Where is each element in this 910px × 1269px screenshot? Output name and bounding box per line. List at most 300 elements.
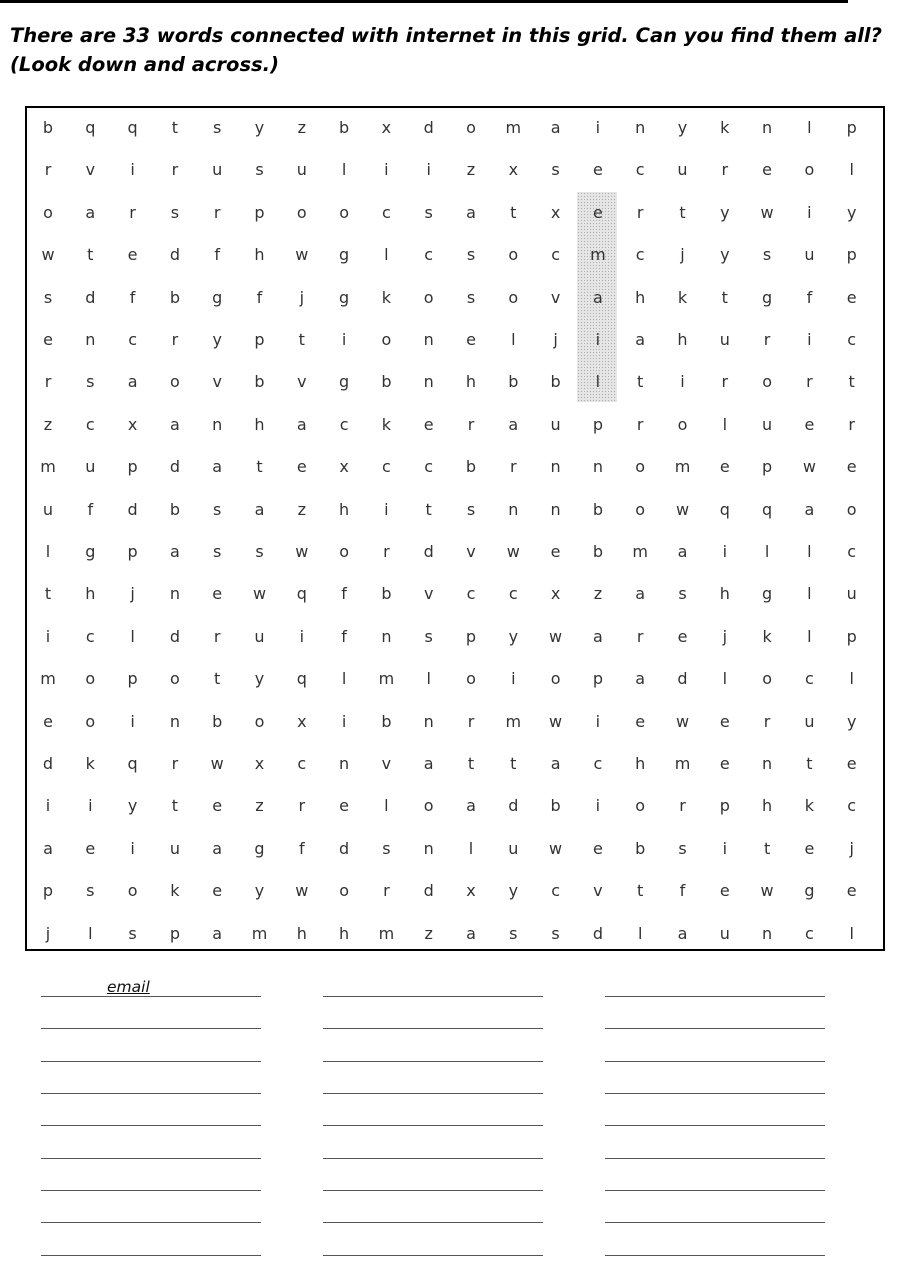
grid-letter: z [255,796,264,816]
grid-letter: c [466,584,476,604]
grid-letter: n [339,754,350,773]
answer-line[interactable] [605,1010,825,1029]
grid-letter: g [339,245,350,265]
grid-letter: s [213,499,222,519]
grid-letter: o [635,499,646,519]
grid-letter: o [466,669,476,689]
grid-letter: i [595,711,601,731]
grid-letter: e [719,711,730,731]
grid-letter: q [296,669,307,689]
grid-letter: d [42,754,54,773]
grid-letter: d [592,923,603,943]
grid-letter: o [508,287,519,307]
answer-line[interactable] [605,1107,825,1126]
grid-letter: a [592,287,603,307]
grid-letter: j [722,626,728,646]
grid-letter: u [169,838,180,858]
grid-letter: o [762,372,772,392]
grid-letter: s [255,542,264,561]
grid-letter: p [846,118,857,137]
grid-letter: k [85,754,95,773]
grid-letter: m [632,542,648,561]
grid-letter: u [254,626,265,646]
grid-letter: r [636,202,644,222]
grid-letter: r [806,372,813,392]
grid-letter: e [212,584,223,604]
grid-letter: o [762,669,772,689]
grid-letter: h [339,499,350,519]
grid-letter: i [595,796,601,816]
grid-letter: q [127,754,138,773]
grid-letter: c [381,202,391,222]
grid-letter: s [170,202,180,222]
grid-letter: t [87,245,94,265]
grid-letter: g [762,584,773,604]
grid-letter: u [212,160,223,180]
answer-line[interactable] [41,1237,261,1256]
grid-letter: t [510,202,517,222]
grid-letter: n [169,584,180,604]
grid-letter: b [381,372,392,392]
grid-letter: a [677,923,688,943]
grid-letter: c [804,923,814,943]
grid-letter: l [341,669,347,689]
grid-letter: e [43,711,53,731]
grid-letter: l [468,838,474,858]
grid-letter: t [637,372,644,392]
grid-letter: e [846,457,857,477]
grid-letter: a [592,626,603,646]
grid-letter: n [423,838,434,858]
answer-line[interactable] [41,978,261,997]
grid-letter: r [510,457,517,477]
grid-letter: p [719,796,730,816]
answer-line[interactable] [323,1140,543,1159]
grid-letter: e [212,796,223,816]
grid-letter: u [719,330,730,349]
grid-letter: a [296,414,307,434]
grid-letter: l [807,626,812,646]
grid-letter: a [127,372,138,392]
grid-letter: o [296,202,307,222]
grid-letter: r [679,796,686,816]
grid-letter: a [466,796,476,816]
grid-letter: x [550,584,561,604]
grid-letter: s [382,838,391,858]
grid-letter: o [339,542,349,561]
grid-letter: q [719,499,730,519]
grid-letter: o [550,669,561,689]
grid-letter: l [595,372,601,392]
grid-letter: r [721,372,729,392]
grid-letter: j [299,287,305,307]
grid-letter: v [85,160,96,180]
answer-line[interactable] [323,1237,543,1256]
grid-letter: h [635,754,646,773]
grid-letter: p [592,414,603,434]
grid-letter: e [804,414,815,434]
grid-letter: q [127,118,138,137]
grid-letter: i [595,118,601,137]
grid-letter: r [213,626,221,646]
answer-line[interactable] [41,1140,261,1159]
grid-letter: w [295,881,309,901]
grid-letter: r [763,330,771,349]
grid-letter: n [762,754,773,773]
grid-letter: m [505,711,522,731]
grid-letter: a [212,457,223,477]
grid-letter: s [255,160,264,180]
grid-letter: a [508,414,519,434]
grid-letter: m [378,669,395,689]
grid-letter: l [849,160,854,180]
answer-line[interactable] [41,1107,261,1126]
grid-letter: w [802,457,816,477]
grid-letter: i [426,160,431,180]
grid-letter: i [130,711,135,731]
grid-letter: l [849,923,854,943]
grid-letter: h [677,330,688,349]
grid-letter: t [721,287,728,307]
answer-line[interactable] [605,1043,825,1062]
answer-line[interactable] [605,1075,825,1094]
grid-letter: s [466,287,476,307]
grid-letter: u [508,838,519,858]
grid-letter: v [212,372,222,392]
grid-letter: u [42,499,54,519]
grid-letter: p [762,457,773,477]
grid-letter: m [674,457,691,477]
answer-line[interactable] [41,1043,261,1062]
grid-letter: p [254,202,265,222]
grid-letter: w [295,245,309,265]
grid-letter: b [592,499,603,519]
grid-letter: o [846,499,857,519]
answer-line[interactable] [605,978,825,997]
grid-letter: l [426,669,431,689]
grid-letter: d [85,287,96,307]
grid-letter: c [381,457,391,477]
grid-letter: j [849,838,854,858]
grid-letter: y [720,245,730,265]
grid-letter: s [213,542,222,561]
grid-letter: o [43,202,53,222]
grid-letter: w [549,711,563,731]
grid-letter: u [846,584,857,604]
grid-letter: u [677,160,688,180]
grid-letter: w [252,584,267,604]
grid-letter: r [467,414,475,434]
grid-letter: g [762,287,773,307]
grid-letter: n [550,457,561,477]
grid-letter: r [171,754,179,773]
grid-letter: g [339,372,350,392]
grid-letter: b [339,118,350,137]
grid-letter: r [636,414,644,434]
grid-letter: o [804,160,815,180]
grid-letter: q [85,118,96,137]
grid-letter: d [127,499,138,519]
grid-letter: x [466,881,476,901]
grid-letter: r [383,881,390,901]
grid-letter: s [466,245,476,265]
grid-letter: y [508,881,519,901]
grid-letter: p [127,457,138,477]
grid-letter: c [508,584,518,604]
grid-letter: l [722,669,728,689]
grid-letter: u [762,414,773,434]
grid-letter: t [510,754,517,773]
grid-letter: s [213,118,222,137]
grid-letter: r [383,542,390,561]
grid-letter: v [297,372,307,392]
grid-letter: y [212,330,222,349]
grid-letter: z [424,923,433,943]
grid-letter: m [674,754,691,773]
grid-letter: e [804,838,815,858]
grid-letter: j [680,245,685,265]
grid-letter: e [339,796,350,816]
grid-letter: p [254,330,265,349]
grid-letter: f [87,499,94,519]
grid-letter: n [508,499,519,519]
grid-letter: r [213,202,221,222]
grid-letter: t [298,330,305,349]
grid-letter: c [424,457,434,477]
grid-letter: y [846,711,857,731]
grid-letter: b [465,457,477,477]
grid-letter: l [637,923,643,943]
grid-letter: e [212,881,223,901]
grid-letter: o [381,330,392,349]
grid-letter: e [762,160,773,180]
grid-letter: f [341,584,347,604]
grid-letter: q [296,584,307,604]
grid-letter: t [256,457,263,477]
grid-letter: f [679,881,686,901]
grid-letter: m [505,118,522,137]
grid-letter: c [804,669,814,689]
grid-letter: i [722,542,728,561]
grid-letter: w [675,711,690,731]
grid-letter: p [846,245,857,265]
grid-letter: b [550,796,561,816]
grid-letter: e [846,881,857,901]
grid-letter: w [675,499,690,519]
grid-letter: o [423,796,434,816]
grid-letter: c [297,754,307,773]
grid-letter: v [423,584,434,604]
grid-letter: y [720,202,730,222]
answer-line[interactable] [323,978,543,997]
grid-letter: w [760,202,774,222]
grid-letter: o [466,118,476,137]
grid-letter: p [127,542,138,561]
grid-letter: i [595,330,601,349]
grid-letter: t [214,669,221,689]
grid-letter: l [130,626,135,646]
grid-letter: s [424,202,433,222]
grid-letter: x [297,711,307,731]
grid-letter: e [550,542,561,561]
grid-letter: n [762,118,773,137]
grid-letter: t [848,372,855,392]
grid-letter: n [212,414,223,434]
answer-line[interactable] [323,1172,543,1191]
grid-letter: i [807,330,812,349]
grid-letter: f [129,287,136,307]
grid-letter: p [127,669,138,689]
grid-letter: b [635,838,646,858]
grid-letter: p [169,923,180,943]
grid-letter: e [592,160,603,180]
grid-letter: h [339,923,350,943]
grid-letter: b [169,499,180,519]
grid-letter: t [171,796,179,816]
grid-letter: s [678,838,687,858]
grid-letter: n [550,499,561,519]
grid-letter: c [85,626,95,646]
grid-letter: l [807,584,812,604]
grid-letter: t [679,202,686,222]
grid-letter: r [44,372,52,392]
answer-line[interactable] [41,1010,261,1029]
grid-letter: h [635,287,646,307]
grid-letter: t [425,499,432,519]
grid-letter: g [85,542,96,561]
grid-letter: y [846,202,857,222]
grid-letter: i [130,160,135,180]
grid-letter: o [508,245,519,265]
grid-letter: s [551,160,560,180]
grid-letter: j [45,923,51,943]
answer-line[interactable] [41,1075,261,1094]
grid-letter: m [378,923,395,943]
answer-line[interactable] [323,1107,543,1126]
grid-letter: k [762,626,772,646]
grid-letter: c [551,881,560,901]
grid-letter: c [847,542,857,561]
grid-letter: o [85,669,96,689]
grid-letter: r [171,330,179,349]
grid-letter: c [424,245,434,265]
grid-letter: e [423,414,434,434]
grid-letter: j [130,584,135,604]
answer-line[interactable] [605,1204,825,1223]
answer-line[interactable] [41,1172,261,1191]
grid-letter: u [85,457,96,477]
grid-letter: a [43,838,53,858]
grid-letter: t [806,754,813,773]
grid-letter: a [635,584,646,604]
grid-letter: s [466,499,476,519]
grid-letter: u [550,414,561,434]
grid-letter: s [509,923,518,943]
grid-letter: a [169,414,180,434]
grid-letter: e [43,330,53,349]
grid-letter: o [85,711,96,731]
grid-letter: w [549,838,563,858]
grid-letter: y [254,118,265,137]
grid-letter: c [635,160,645,180]
grid-letter: s [678,584,687,604]
answer-line[interactable] [323,1075,543,1094]
answer-line[interactable] [605,1140,825,1159]
grid-letter: b [592,542,603,561]
grid-letter: u [296,160,307,180]
grid-letter: e [296,457,307,477]
grid-letter: b [508,372,519,392]
grid-letter: d [423,542,434,561]
grid-letter: e [635,711,646,731]
grid-letter: b [212,711,223,731]
grid-letter: h [719,584,730,604]
grid-letter: b [381,711,392,731]
grid-letter: p [465,626,477,646]
grid-letter: q [762,499,773,519]
grid-letter: w [41,245,55,265]
answer-line[interactable] [323,1010,543,1029]
grid-letter: z [297,118,306,137]
grid-letter: e [846,287,857,307]
grid-letter: c [551,245,560,265]
grid-letter: n [381,626,392,646]
grid-letter: l [384,245,389,265]
grid-letter: c [593,754,603,773]
grid-letter: a [85,202,96,222]
grid-letter: b [169,287,180,307]
answer-line[interactable] [605,1237,825,1256]
grid-letter: k [381,287,392,307]
grid-letter: u [804,245,815,265]
grid-letter: x [254,754,265,773]
grid-letter: i [299,626,305,646]
grid-letter: s [551,923,560,943]
answer-line[interactable] [323,1043,543,1062]
grid-letter: e [85,838,96,858]
grid-letter: s [86,881,95,901]
grid-letter: f [341,626,347,646]
grid-letter: a [804,499,815,519]
grid-letter: r [298,796,306,816]
grid-letter: l [88,923,93,943]
grid-letter: w [506,542,520,561]
grid-letter: a [635,330,646,349]
grid-letter: g [804,881,815,901]
grid-letter: d [677,669,688,689]
answer-line[interactable] [323,1204,543,1223]
grid-letter: r [129,202,136,222]
grid-letter: h [296,923,307,943]
answer-line[interactable] [41,1204,261,1223]
grid-letter: p [846,626,857,646]
example-answer: email [107,978,150,996]
grid-letter: d [508,796,519,816]
grid-letter: t [467,754,475,773]
grid-letter: h [254,245,265,265]
grid-letter: n [423,711,434,731]
answer-line[interactable] [605,1172,825,1191]
grid-letter: s [128,923,137,943]
grid-letter: n [423,330,434,349]
grid-letter: c [847,796,857,816]
grid-letter: o [635,457,646,477]
grid-letter: m [590,245,606,265]
grid-letter: a [635,669,646,689]
grid-letter: k [720,118,730,137]
grid-letter: k [381,414,392,434]
grid-letter: o [339,202,349,222]
